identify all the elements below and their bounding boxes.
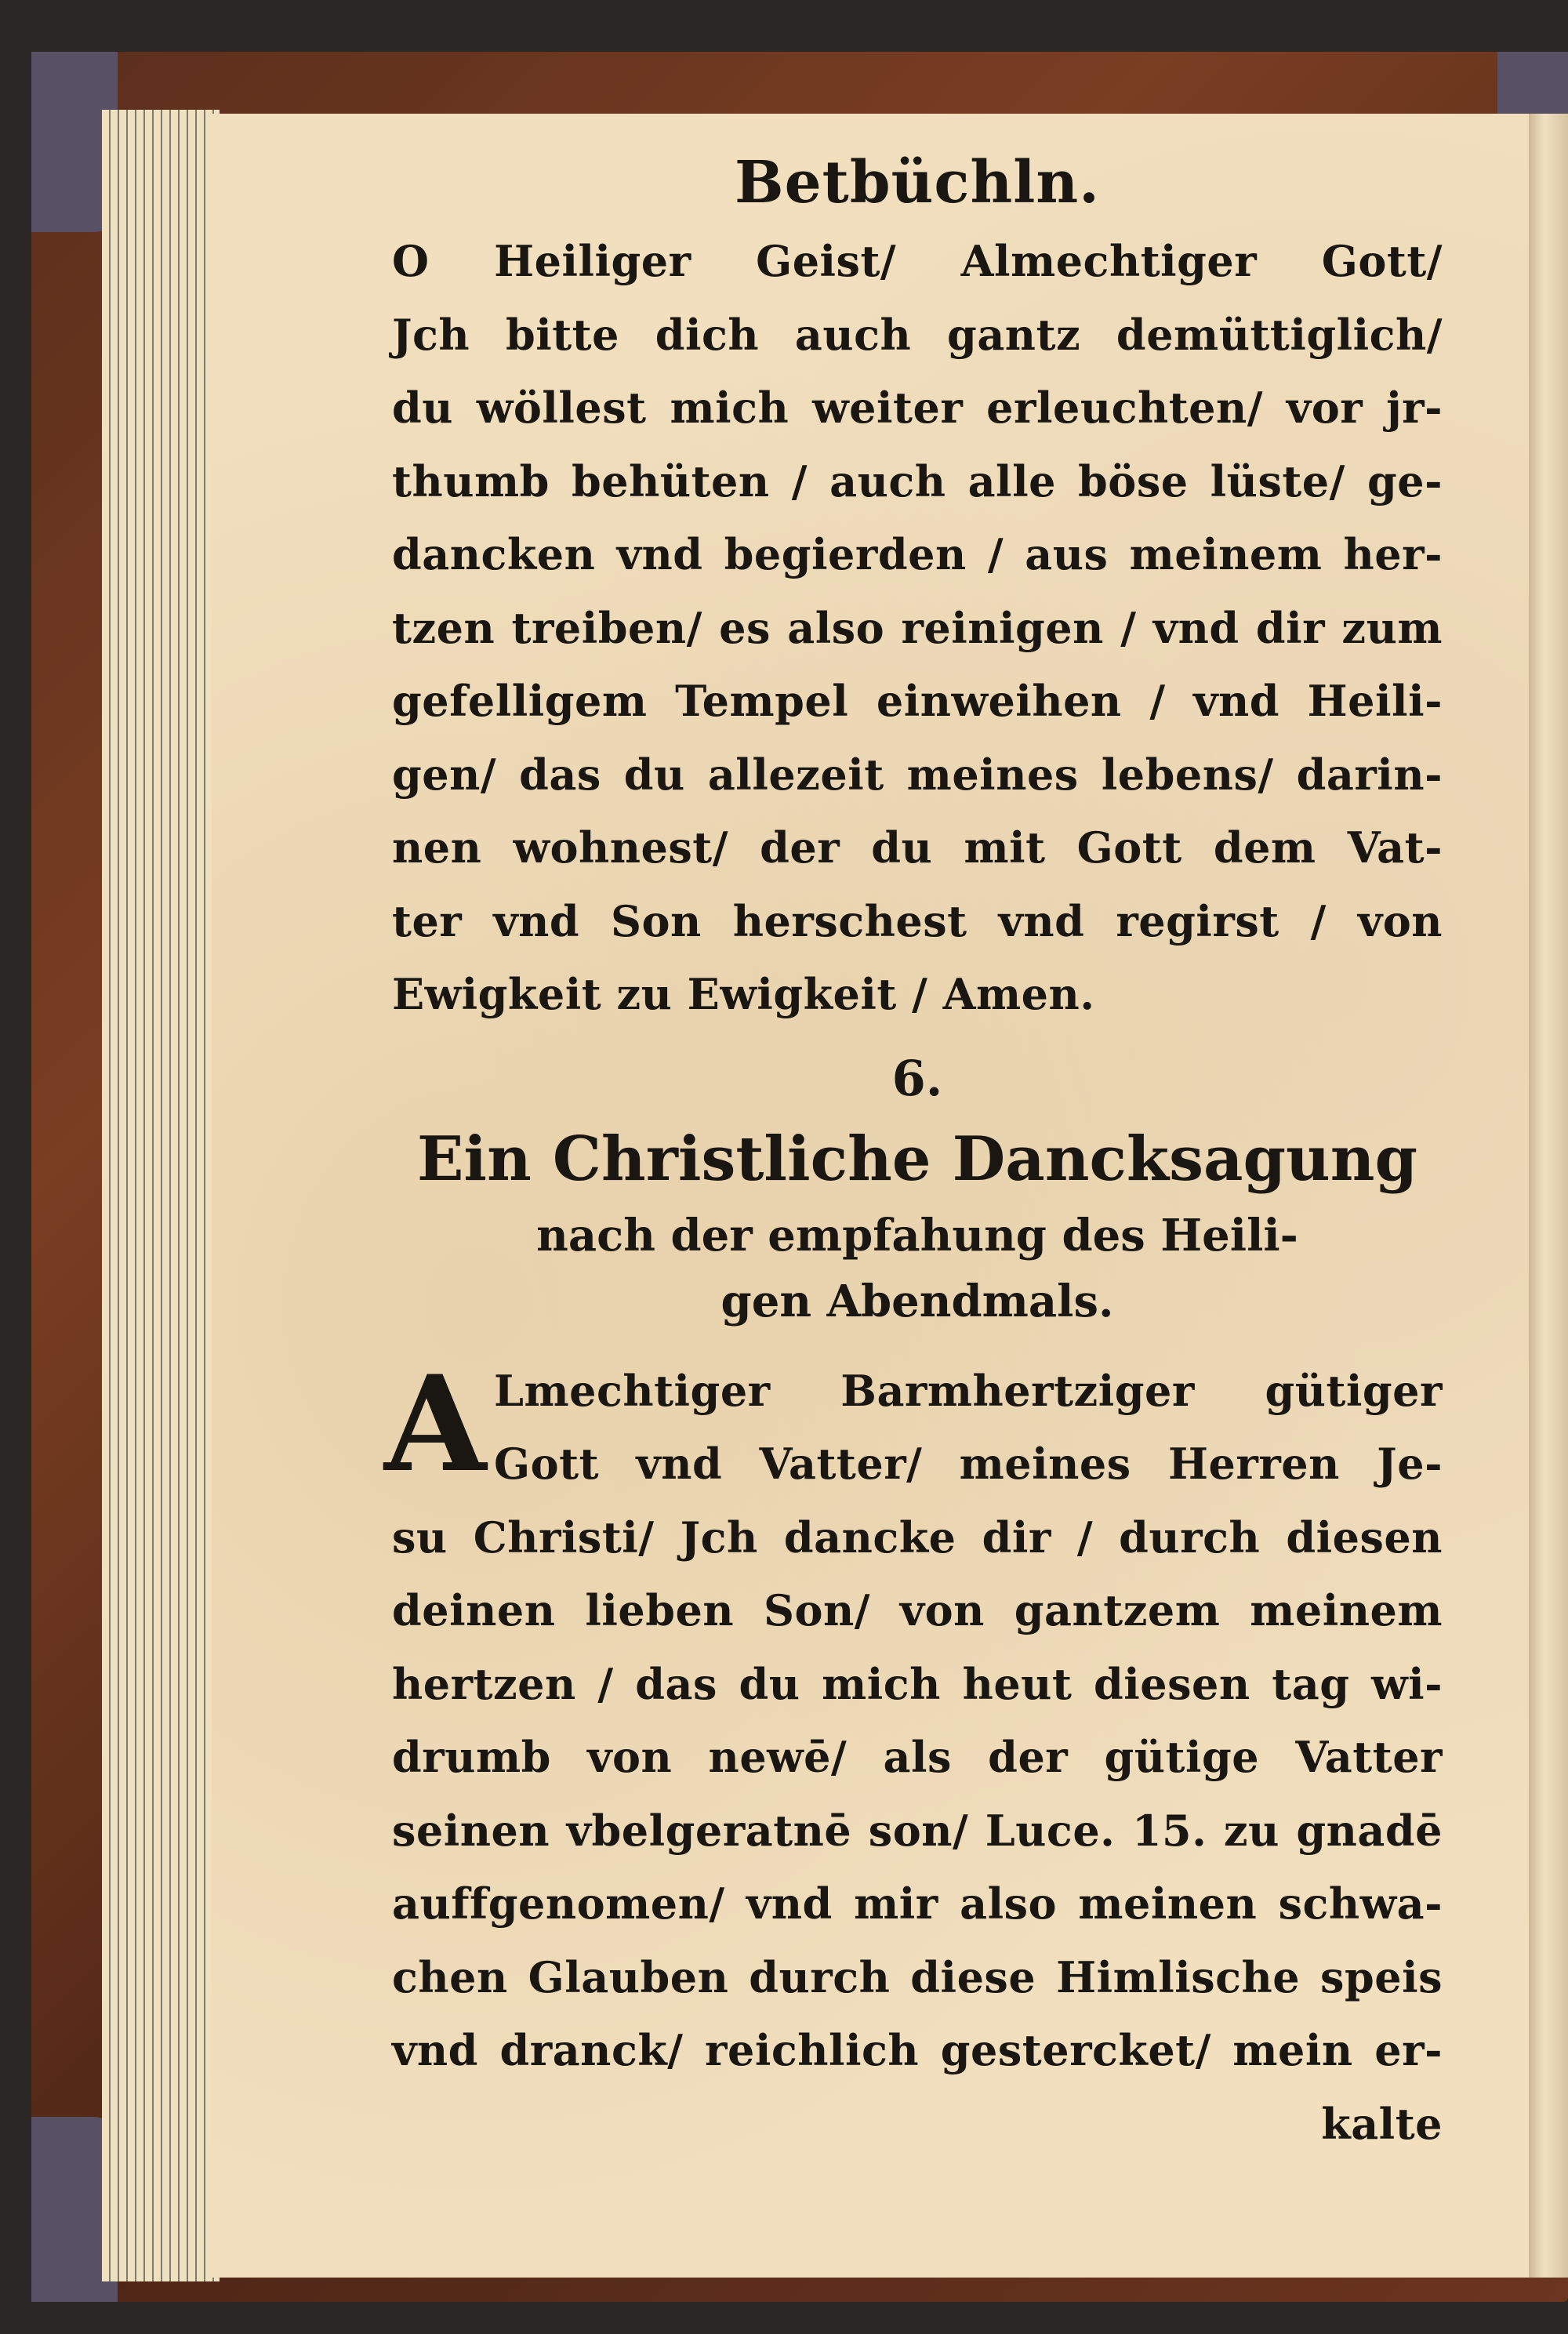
- section-subheading-line: gen Abendmals.: [720, 1275, 1114, 1327]
- text-line: gefelligem Tempel einweihen / vnd Heili-: [392, 676, 1443, 726]
- text-line: ter vnd Son herschest vnd regirst / von: [392, 895, 1443, 946]
- section-number: 6.: [891, 1049, 943, 1107]
- running-head: Betbüchln.: [735, 149, 1100, 216]
- text-line: deinen lieben Son/ von gantzem meinem: [392, 1585, 1443, 1635]
- catchword: kalte: [1321, 2098, 1443, 2149]
- text-line: su Christi/ Jch dancke dir / durch diesen: [392, 1512, 1443, 1563]
- text-line: gen/ das du allezeit meines lebens/ darin-: [392, 749, 1443, 800]
- text-line: dancken vnd begierden / aus meinem her-: [392, 529, 1443, 579]
- text-line: Lmechtiger Barmhertziger gütiger: [494, 1365, 1443, 1416]
- section-subheading-line: nach der empfahung des Heili-: [536, 1209, 1298, 1261]
- text-line: seinen vbelgeratnē son/ Luce. 15. zu gnadē: [392, 1805, 1443, 1856]
- drop-capital: A: [384, 1345, 487, 1501]
- text-line: vnd dranck/ reichlich gestercket/ mein er-: [392, 2025, 1443, 2075]
- prayer-paragraph-1: [392, 225, 1443, 1032]
- text-line: chen Glauben durch diese Himlische speis: [392, 1951, 1443, 2002]
- text-line: nen wohnest/ der du mit Gott dem Vat-: [392, 822, 1443, 873]
- text-line: du wöllest mich weiter erleuchten/ vor jr-: [392, 383, 1443, 433]
- text-line: auffgenomen/ vnd mir also meinen schwa-: [392, 1878, 1443, 1929]
- page-edges: [102, 110, 220, 2281]
- text-line: tzen treiben/ es also reinigen / vnd dir zum: [392, 602, 1443, 653]
- text-line: O Heiliger Geist/ Almechtiger Gott/: [392, 236, 1443, 286]
- page-text: [384, 145, 1443, 2161]
- section-heading: Ein Christliche Dancksagung: [416, 1123, 1418, 1195]
- text-line: thumb behüten / auch alle böse lüste/ ge-: [392, 456, 1443, 506]
- text-line: drumb von newē/ als der gütige Vatter: [392, 1732, 1443, 1782]
- text-line: Gott vnd Vatter/ meines Herren Je-: [494, 1439, 1443, 1489]
- text-line: Jch bitte dich auch gantz demüttiglich/: [392, 309, 1443, 360]
- page-gutter: [1529, 114, 1568, 2278]
- prayer-paragraph-2: [384, 1345, 1443, 2162]
- text-line: Ewigkeit zu Ewigkeit / Amen.: [392, 969, 1095, 1019]
- text-line: hertzen / das du mich heut diesen tag wi-: [392, 1658, 1443, 1709]
